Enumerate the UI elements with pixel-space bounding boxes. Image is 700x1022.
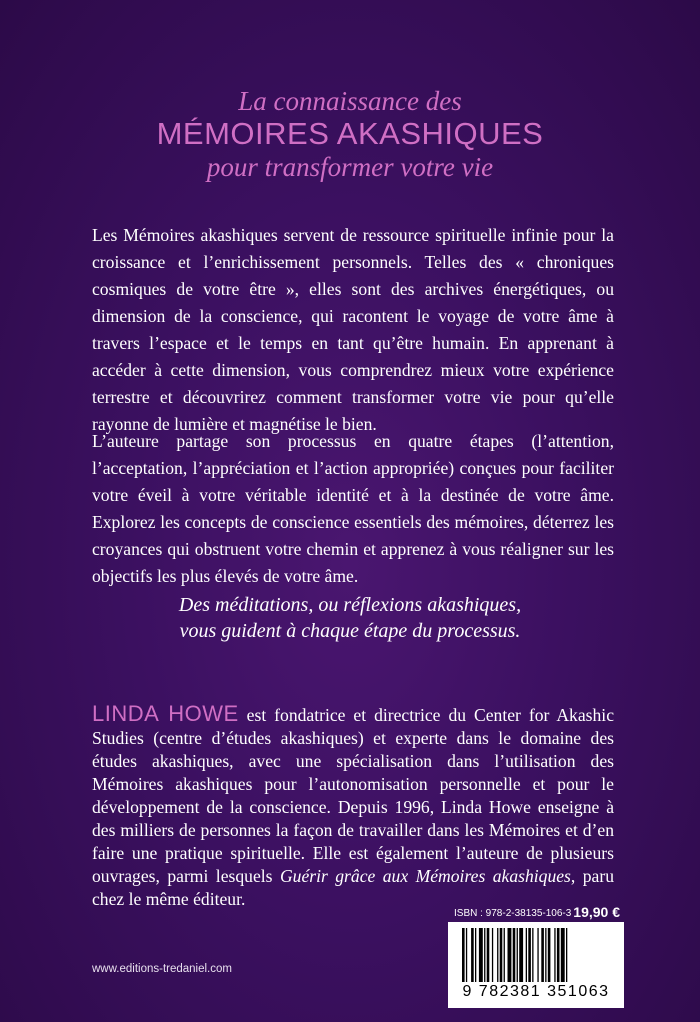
price-label: 19,90 € — [573, 904, 620, 920]
pull-quote — [0, 592, 700, 644]
barcode-bar — [517, 928, 518, 982]
author-bio-text-1: est fondatrice et directrice du Center for Akashic Studies (centre d’études akashiques) et experte dans le domaine des études akashiques, avec une spécialisation dans l’utilisation des Mémoires akashiques pour l’autonomisation personnelle et pour le développement de la conscience. Depuis 1996, Linda Howe enseigne à des milliers de personnes la façon de travailler dans les Mémoires et d’en faire une pratique spirituelle. Elle est également l’auteure de plusieurs ouvrages, parmi lesquels — [92, 705, 615, 886]
headline — [0, 86, 700, 182]
barcode-bar — [504, 928, 505, 982]
barcode-bar — [508, 928, 512, 982]
barcode-bar — [466, 928, 467, 982]
headline-line-3: pour transformer votre vie — [206, 152, 494, 182]
barcode-bar — [484, 928, 485, 982]
author-bio-text-2: , paru chez le même éditeur. — [92, 866, 615, 909]
barcode-bar — [557, 928, 560, 982]
pull-quote-line-2: vous guident à chaque étape du processus. — [179, 620, 521, 642]
pull-quote-line-1: Des méditations, ou réflexions akashiques, — [178, 594, 522, 616]
headline-title: MÉMOIRES AKASHIQUES — [156, 116, 544, 151]
barcode-bar — [541, 928, 544, 982]
barcode-bar — [519, 928, 523, 982]
description-paragraph-2: L’auteure partage son processus en quatre étapes (l’attention, l’acceptation, l’appréciation et l’action appropriée) conçues pour faciliter votre éveil à votre véritable identité et à la destinée de votre âme. Explorez les concepts de conscience essentiels des mémoires, déterrez les croyances qui obstruent votre chemin et apprenez à vous réaligner sur les objectifs les plus élevés de votre âme. — [92, 431, 614, 586]
barcode-bar — [487, 928, 490, 982]
author-bio — [92, 702, 614, 911]
barcode — [448, 922, 624, 1008]
description-paragraph-1: Les Mémoires akashiques servent de ressource spirituelle infinie pour la croissance et l’enrichissement personnels. Telles des « chroniques cosmiques de votre être », elles sont des archives énergétiques, ou dimension de la conscience, qui racontent le voyage de votre âme à travers l’espace et le temps en tant qu’être humain. En apprenant à accéder à cette dimension, vous comprendrez mieux votre expérience terrestre et découvrirez comment transformer votre vie pour qu’elle rayonne de lumière et magnétise le bien. — [92, 225, 614, 434]
barcode-bar — [554, 928, 555, 982]
barcode-bar — [500, 928, 503, 982]
isbn-label: ISBN : 978-2-38135-106-3 — [454, 908, 572, 919]
barcode-bar — [475, 928, 476, 982]
barcode-bar — [513, 928, 516, 982]
barcode-bar — [545, 928, 546, 982]
barcode-bar — [548, 928, 551, 982]
barcode-bar — [471, 928, 474, 982]
barcode-bar — [532, 928, 533, 982]
barcode-bar — [528, 928, 531, 982]
barcode-bar — [566, 928, 567, 982]
barcode-bar — [479, 928, 483, 982]
barcode-bar — [537, 928, 538, 982]
author-book-title: Guérir grâce aux Mémoires akashiques — [279, 866, 571, 886]
barcode-number: 9 782381 351063 — [462, 983, 610, 1000]
barcode-bar — [526, 928, 527, 982]
isbn-price-row — [454, 905, 620, 921]
barcode-bar — [497, 928, 498, 982]
barcode-bars — [448, 922, 624, 982]
barcode-bar — [462, 928, 465, 982]
barcode-bar — [492, 928, 493, 982]
barcode-bar — [561, 928, 565, 982]
publisher-website: www.editions-tredaniel.com — [92, 963, 232, 975]
headline-line-1: La connaissance des — [238, 86, 462, 116]
author-name: LINDA HOWE — [92, 701, 239, 726]
